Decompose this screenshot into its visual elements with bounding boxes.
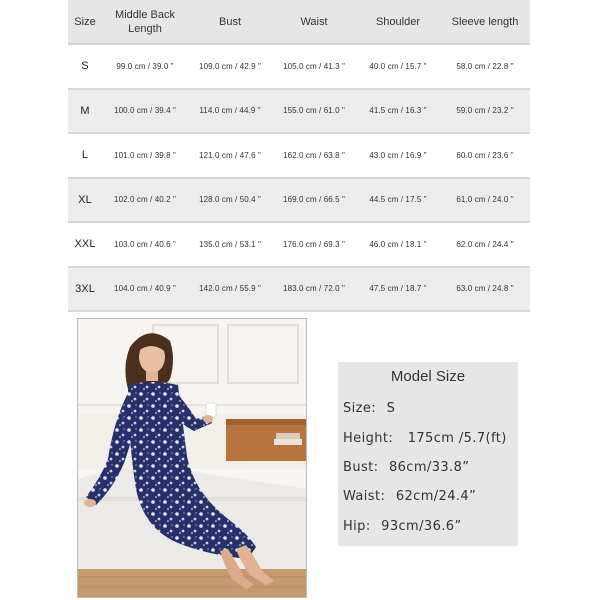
header-shoulder: Shoulder (356, 0, 440, 44)
model-waist-row (343, 489, 476, 504)
middle-back-cell: 100.0 cm / 39.4 " (102, 89, 188, 134)
model-size-row (343, 401, 395, 416)
model-height-row (343, 431, 507, 446)
bust-value: 86cm/33.8” (388, 460, 470, 475)
header-bust: Bust (188, 0, 272, 44)
bust-label: Bust: (343, 460, 379, 475)
header-sleeve-length: Sleeve length (440, 0, 530, 44)
sleeve-cell: 59.0 cm / 23.2 " (440, 89, 530, 134)
sleeve-cell: 63.0 cm / 24.8 " (440, 267, 530, 312)
middle-back-cell: 99.0 cm / 39.0 " (102, 44, 188, 89)
sleeve-cell: 60.0 cm / 23.6 " (440, 133, 530, 178)
header-waist: Waist (272, 0, 356, 44)
middle-back-cell: 104.0 cm / 40.9 " (102, 267, 188, 312)
shoulder-cell: 47.5 cm / 18.7 " (356, 267, 440, 312)
size-label: Size: (343, 401, 377, 416)
table-row (68, 89, 530, 134)
table-row (68, 133, 530, 178)
shoulder-cell: 40.0 cm / 15.7 " (356, 44, 440, 89)
bust-cell: 109.0 cm / 42.9 " (188, 44, 272, 89)
middle-back-cell: 103.0 cm / 40.6 " (102, 222, 188, 267)
sleeve-cell: 61.0 cm / 24.0 " (440, 178, 530, 223)
table-row (68, 222, 530, 267)
shoulder-cell: 44.5 cm / 17.5 " (356, 178, 440, 223)
bust-cell: 114.0 cm / 44.9 " (188, 89, 272, 134)
waist-cell: 162.0 cm / 63.8 " (272, 133, 356, 178)
sleeve-cell: 62.0 cm / 24.4 " (440, 222, 530, 267)
table-header-row (68, 0, 530, 44)
table-row (68, 44, 530, 89)
height-value: 175cm /5.7(ft) (407, 431, 507, 446)
size-cell: XXL (68, 222, 102, 267)
shoulder-cell: 41.5 cm / 16.3 " (356, 89, 440, 134)
hip-value: 93cm/36.6” (381, 519, 462, 534)
size-chart-table (68, 0, 530, 312)
shoulder-cell: 43.0 cm / 16.9 " (356, 133, 440, 178)
model-size-card (338, 362, 518, 546)
size-cell: XL (68, 178, 102, 223)
size-cell: M (68, 89, 102, 134)
model-bust-row (343, 460, 469, 475)
waist-cell: 183.0 cm / 72.0 " (272, 267, 356, 312)
waist-cell: 105.0 cm / 41.3 " (272, 44, 356, 89)
waist-cell: 176.0 cm / 69.3 " (272, 222, 356, 267)
model-photo-illustration (78, 319, 306, 597)
model-size-title: Model Size (390, 368, 466, 385)
middle-back-cell: 102.0 cm / 40.2 " (102, 178, 188, 223)
middle-back-cell: 101.0 cm / 39.8 " (102, 133, 188, 178)
waist-cell: 155.0 cm / 61.0 " (272, 89, 356, 134)
bust-cell: 128.0 cm / 50.4 " (188, 178, 272, 223)
waist-cell: 169.0 cm / 66.5 " (272, 178, 356, 223)
waist-value: 62cm/24.4” (395, 489, 477, 504)
model-photo (77, 318, 307, 598)
size-cell: 3XL (68, 267, 102, 312)
table-row (68, 267, 530, 312)
model-hip-row (343, 519, 462, 534)
header-size: Size (68, 0, 102, 44)
hip-label: Hip: (343, 519, 371, 534)
table-row (68, 178, 530, 223)
size-cell: L (68, 133, 102, 178)
sleeve-cell: 58.0 cm / 22.8 " (440, 44, 530, 89)
bust-cell: 121.0 cm / 47.6 " (188, 133, 272, 178)
size-cell: S (68, 44, 102, 89)
height-label: Height: (343, 431, 394, 446)
bust-cell: 135.0 cm / 53.1 " (188, 222, 272, 267)
waist-label: Waist: (343, 489, 386, 504)
shoulder-cell: 46.0 cm / 18.1 " (356, 222, 440, 267)
bust-cell: 142.0 cm / 55.9 " (188, 267, 272, 312)
size-value: S (386, 401, 396, 416)
header-middle-back-length: Middle Back Length (102, 0, 188, 44)
